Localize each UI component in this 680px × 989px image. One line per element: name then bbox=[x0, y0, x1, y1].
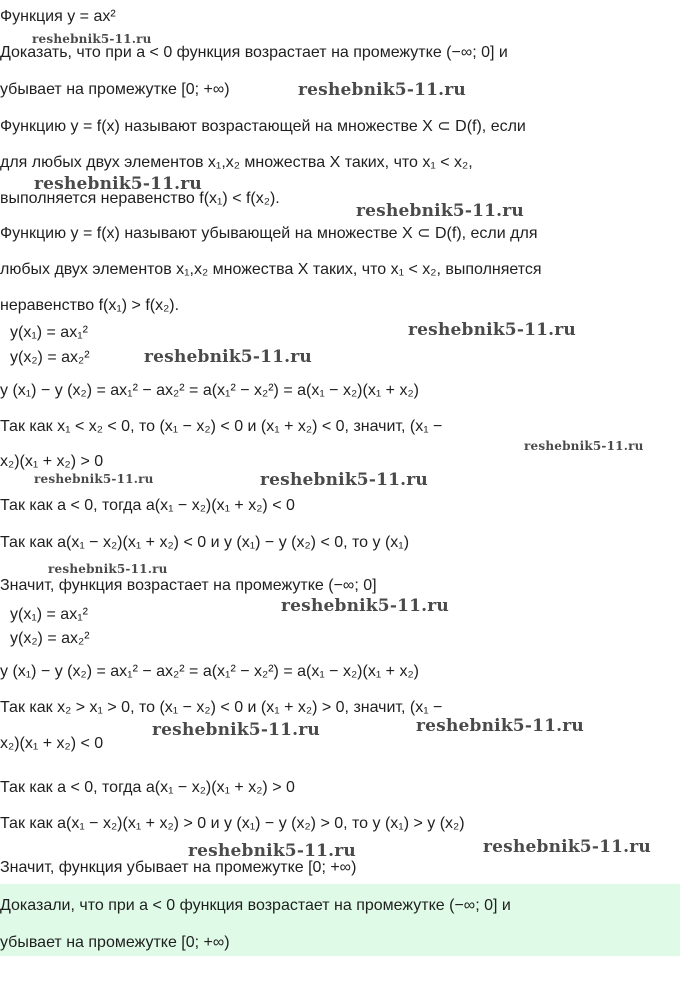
conclusion-decreasing: Значит, функция убывает на промежутке [0; +∞) bbox=[0, 859, 357, 876]
reasoning-line-6: x₂)(x₁ + x₂) < 0 bbox=[0, 735, 104, 752]
definition-decreasing-2: любых двух элементов x₁,x₂ множества X таких, что x₁ < x₂, выполняется bbox=[0, 261, 542, 278]
definition-increasing-2: для любых двух элементов x₁,x₂ множества X таких, что x₁ < x₂, bbox=[0, 154, 473, 171]
watermark: reshebnik5-11.ru bbox=[408, 320, 576, 340]
definition-increasing-1: Функцию y = f(x) называют возрастающей на множестве X ⊂ D(f), если bbox=[0, 118, 526, 135]
difference-formula-2: y (x₁) − y (x₂) = ax₁² − ax₂² = a(x₁² − x₂²) = a(x₁ − x₂)(x₁ + x₂) bbox=[0, 663, 419, 680]
watermark: reshebnik5-11.ru bbox=[144, 347, 312, 367]
task-line-2: убывает на промежутке [0; +∞) bbox=[0, 81, 230, 98]
reasoning-line-1: Так как x₁ < x₂ < 0, то (x₁ − x₂) < 0 и (x₁ + x₂) < 0, значит, (x₁ − bbox=[0, 418, 443, 435]
reasoning-line-8: Так как a(x₁ − x₂)(x₁ + x₂) > 0 и y (x₁) − y (x₂) > 0, то y (x₁) > y (x₂) bbox=[0, 815, 465, 832]
watermark: reshebnik5-11.ru bbox=[260, 470, 428, 490]
formula-y-x1: y(x₁) = ax₁² bbox=[10, 324, 88, 341]
watermark: reshebnik5-11.ru bbox=[483, 837, 651, 857]
task-line-1: Доказать, что при a < 0 функция возрастает на промежутке (−∞; 0] и bbox=[0, 44, 508, 61]
watermark: reshebnik5-11.ru bbox=[188, 841, 356, 861]
reasoning-line-5: Так как x₂ > x₁ > 0, то (x₁ − x₂) < 0 и (x₁ + x₂) > 0, значит, (x₁ − bbox=[0, 699, 443, 716]
reasoning-line-7: Так как a < 0, тогда a(x₁ − x₂)(x₁ + x₂) > 0 bbox=[0, 779, 295, 796]
difference-formula-1: y (x₁) − y (x₂) = ax₁² − ax₂² = a(x₁² − x₂²) = a(x₁ − x₂)(x₁ + x₂) bbox=[0, 382, 419, 399]
definition-increasing-3: выполняется неравенство f(x₁) < f(x₂). bbox=[0, 190, 280, 207]
definition-decreasing-1: Функцию y = f(x) называют убывающей на множестве X ⊂ D(f), если для bbox=[0, 225, 538, 242]
watermark: reshebnik5-11.ru bbox=[32, 32, 152, 46]
conclusion-increasing: Значит, функция возрастает на промежутке (−∞; 0] bbox=[0, 577, 377, 594]
watermark: reshebnik5-11.ru bbox=[524, 439, 644, 453]
watermark: reshebnik5-11.ru bbox=[356, 201, 524, 221]
reasoning-line-4: Так как a(x₁ − x₂)(x₁ + x₂) < 0 и y (x₁) − y (x₂) < 0, то y (x₁) bbox=[0, 534, 410, 551]
final-conclusion-1: Доказали, что при a < 0 функция возрастает на промежутке (−∞; 0] и bbox=[0, 897, 511, 914]
reasoning-line-3: Так как a < 0, тогда a(x₁ − x₂)(x₁ + x₂) < 0 bbox=[0, 497, 295, 514]
heading-function: Функция y = ax² bbox=[0, 8, 116, 25]
definition-decreasing-3: неравенство f(x₁) > f(x₂). bbox=[0, 297, 180, 314]
watermark: reshebnik5-11.ru bbox=[34, 174, 202, 194]
watermark: reshebnik5-11.ru bbox=[298, 80, 466, 100]
watermark: reshebnik5-11.ru bbox=[416, 716, 584, 736]
formula-y-x2-second: y(x₂) = ax₂² bbox=[10, 630, 90, 647]
formula-y-x1-second: y(x₁) = ax₁² bbox=[10, 606, 88, 623]
watermark: reshebnik5-11.ru bbox=[152, 720, 320, 740]
formula-y-x2: y(x₂) = ax₂² bbox=[10, 349, 90, 366]
final-conclusion-2: убывает на промежутке [0; +∞) bbox=[0, 934, 230, 951]
reasoning-line-2: x₂)(x₁ + x₂) > 0 bbox=[0, 453, 104, 470]
watermark: reshebnik5-11.ru bbox=[34, 472, 154, 486]
watermark: reshebnik5-11.ru bbox=[48, 562, 168, 576]
watermark: reshebnik5-11.ru bbox=[281, 596, 449, 616]
